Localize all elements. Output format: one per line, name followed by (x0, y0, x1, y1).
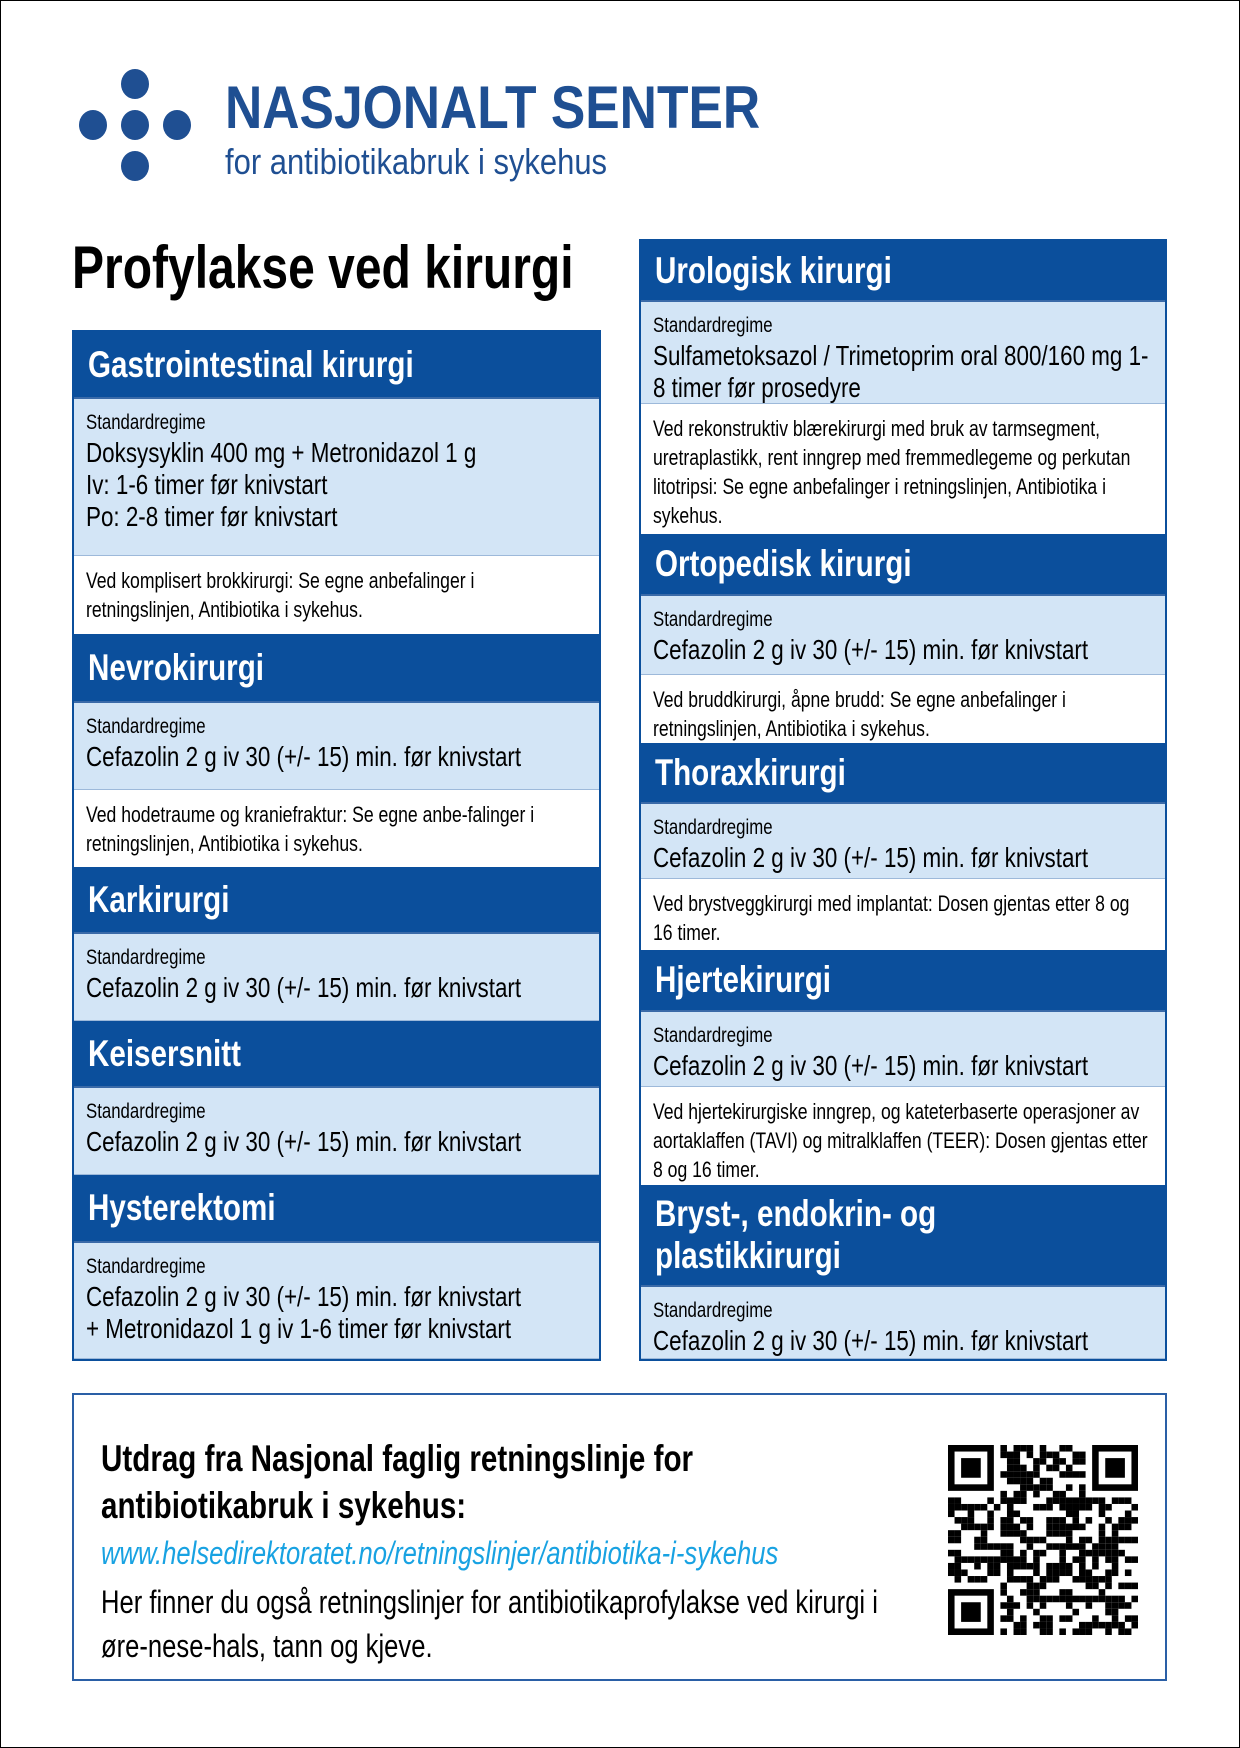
logo-title: NASJONALT SENTER (225, 74, 761, 141)
guideline-info-box (72, 1393, 1167, 1681)
standard-regimen (641, 1287, 1165, 1359)
section-title-text: Keisersnitt (88, 1032, 241, 1074)
regimen-line: Sulfametoksazol / Trimetoprim oral 800/160 mg 1-8 timer før prosedyre (653, 340, 1149, 403)
section-gastrointestinal-kirurgi (74, 332, 599, 634)
page-title: Profylakse ved kirurgi (72, 234, 574, 301)
regimen-label: Standardregime (653, 816, 773, 839)
regimen-line: Cefazolin 2 g iv 30 (+/- 15) min. før knivstart (653, 842, 1089, 873)
regimen-label: Standardregime (653, 1024, 773, 1047)
regimen-label: Standardregime (653, 314, 773, 337)
note-text: Ved hodetraume og kraniefraktur: Se egne anbe-falinger i retningslinjen, Antibiotika i sykehus. (86, 802, 535, 856)
section-urologisk-kirurgi (641, 241, 1165, 534)
note-text: Ved bruddkirurgi, åpne brudd: Se egne anbefalinger i retningslinjen, Antibiotika i sykehus. (653, 687, 1066, 741)
section-title-text: Bryst-, endokrin- og plastikkirurgi (655, 1193, 937, 1276)
section-title-text: Thoraxkirurgi (655, 751, 846, 793)
regimen-line: Cefazolin 2 g iv 30 (+/- 15) min. før knivstart (86, 1281, 522, 1312)
section-title (74, 867, 599, 934)
guideline-heading: Utdrag fra Nasjonal faglig retningslinje for antibiotikabruk i sykehus: (101, 1438, 694, 1526)
section-title (641, 743, 1165, 804)
regimen-line: Iv: 1-6 timer før knivstart (86, 469, 328, 500)
section-title-text: Urologisk kirurgi (655, 249, 892, 291)
section-note (74, 790, 599, 867)
section-title-text: Karkirurgi (88, 878, 230, 920)
section-note (641, 675, 1165, 743)
regimen-line: Cefazolin 2 g iv 30 (+/- 15) min. før knivstart (653, 1325, 1089, 1356)
right-column (639, 239, 1167, 1361)
regimen-line: Cefazolin 2 g iv 30 (+/- 15) min. før knivstart (86, 741, 522, 772)
section-keisersnitt (74, 1021, 599, 1175)
section-title-text: Gastrointestinal kirurgi (88, 343, 414, 385)
standard-regimen (74, 1088, 599, 1175)
regimen-label: Standardregime (653, 1299, 773, 1322)
guideline-body: Her finner du også retningslinjer for antibiotikaprofylakse ved kirurgi i øre-nese-hals, tann og kjeve. (101, 1584, 878, 1664)
regimen-line: Cefazolin 2 g iv 30 (+/- 15) min. før knivstart (653, 1050, 1089, 1081)
regimen-label: Standardregime (86, 946, 206, 969)
section-title (641, 534, 1165, 596)
section-title (74, 332, 599, 399)
section-title-text: Hjertekirurgi (655, 959, 832, 1000)
regimen-line: Doksysyklin 400 mg + Metronidazol 1 g (86, 437, 477, 468)
section-title (641, 1185, 1165, 1287)
guideline-link[interactable]: www.helsedirektoratet.no/retningslinjer/antibiotika-i-sykehus (101, 1535, 779, 1571)
section-title-text: Nevrokirurgi (88, 646, 265, 688)
logo-dots-icon (79, 69, 191, 181)
section-title-text: Hysterektomi (88, 1187, 276, 1228)
regimen-label: Standardregime (86, 715, 206, 738)
note-text: Ved komplisert brokkirurgi: Se egne anbefalinger i retningslinjen, Antibiotika i sykehus. (86, 568, 475, 622)
standard-regimen (641, 804, 1165, 879)
note-text: Ved brystveggkirurgi med implantat: Dosen gjentas etter 8 og 16 timer. (653, 891, 1130, 945)
section-title (641, 950, 1165, 1012)
note-text: Ved hjertekirurgiske inngrep, og kateterbaserte operasjoner av aortaklaffen (TAVI) og mitralklaffen (TEER): Dosen gjentas etter 8 og 16 timer. (653, 1099, 1148, 1182)
standard-regimen (74, 934, 599, 1021)
standard-regimen (74, 399, 599, 556)
note-text: Ved rekonstruktiv blærekirurgi med bruk av tarmsegment, uretraplastikk, rent inngrep med fremmedlegeme og perkutan litotripsi: Se egne anbefalinger i retningslinjen, Antibiotika i sykehus. (653, 416, 1131, 528)
regimen-line: Cefazolin 2 g iv 30 (+/- 15) min. før knivstart (653, 634, 1089, 665)
section-hysterektomi (74, 1175, 599, 1359)
section-hjertekirurgi (641, 950, 1165, 1185)
regimen-line: Cefazolin 2 g iv 30 (+/- 15) min. før knivstart (86, 1126, 522, 1157)
section-title (74, 1021, 599, 1088)
section-note (74, 556, 599, 634)
section-note (641, 879, 1165, 950)
standard-regimen (74, 1243, 599, 1359)
qr-code-icon[interactable] (948, 1445, 1138, 1635)
regimen-label: Standardregime (86, 1255, 206, 1278)
logo-subtitle: for antibiotikabruk i sykehus (225, 141, 608, 182)
section-title (74, 634, 599, 703)
standard-regimen (641, 1012, 1165, 1087)
section-note (641, 404, 1165, 534)
regimen-line: + Metronidazol 1 g iv 1-6 timer før knivstart (86, 1313, 512, 1344)
regimen-label: Standardregime (86, 1100, 206, 1123)
regimen-label: Standardregime (86, 411, 206, 434)
regimen-label: Standardregime (653, 608, 773, 631)
standard-regimen (641, 302, 1165, 404)
section-nevrokirurgi (74, 634, 599, 867)
standard-regimen (74, 703, 599, 790)
standard-regimen (641, 596, 1165, 675)
regimen-line: Po: 2-8 timer før knivstart (86, 501, 338, 532)
left-column (72, 330, 601, 1361)
section-title (74, 1175, 599, 1243)
section-note (641, 1087, 1165, 1185)
section-karkirurgi (74, 867, 599, 1021)
section-title-text: Ortopedisk kirurgi (655, 543, 912, 584)
section-thoraxkirurgi (641, 743, 1165, 950)
section-bryst-endokrin-og-plastikkirurgi (641, 1185, 1165, 1359)
section-ortopedisk-kirurgi (641, 534, 1165, 743)
regimen-line: Cefazolin 2 g iv 30 (+/- 15) min. før knivstart (86, 972, 522, 1003)
section-title (641, 241, 1165, 302)
